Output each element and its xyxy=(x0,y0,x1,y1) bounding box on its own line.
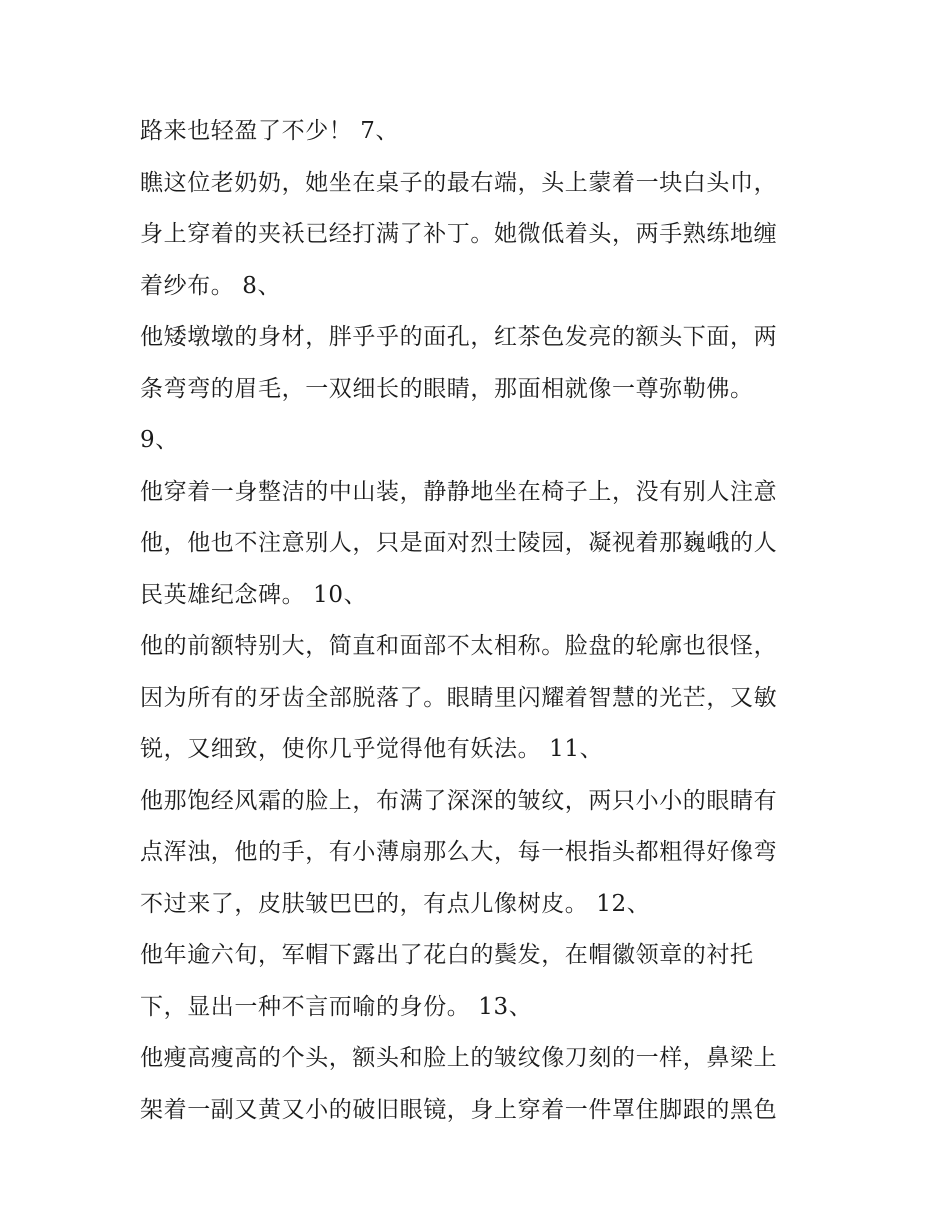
text-line: 他矮墩墩的身材，胖乎乎的面孔，红茶色发亮的额头下面，两 xyxy=(140,324,778,350)
text-line: 条弯弯的眉毛，一双细长的眼睛，那面相就像一尊弥勒佛。 xyxy=(140,375,754,402)
text-line: 身上穿着的夹袄已经打满了补丁。她微低着头，两手熟练地缠 xyxy=(140,221,778,247)
text-line: 瞧这位老奶奶，她坐在桌子的最右端，头上蒙着一块白头巾， xyxy=(140,169,778,196)
text-line: 锐，又细致，使你几乎觉得他有妖法。 11、 xyxy=(140,736,604,762)
text-line: 着纱布。 8、 xyxy=(140,272,282,299)
body-text xyxy=(140,106,830,1136)
text-line: 他年逾六旬，军帽下露出了花白的鬓发，在帽徽领章的衬托 xyxy=(140,942,754,968)
text-line: 9、 xyxy=(140,427,179,453)
text-line: 架着一副又黄又小的破旧眼镜，身上穿着一件罩住脚跟的黑色 xyxy=(140,1096,778,1123)
text-line: 他的前额特别大，简直和面部不太相称。脸盘的轮廓也很怪， xyxy=(140,633,778,659)
text-line: 点浑浊，他的手，有小薄扇那么大，每一根指头都粗得好像弯 xyxy=(140,839,778,865)
text-line: 他穿着一身整洁的中山装，静静地坐在椅子上，没有别人注意 xyxy=(140,478,778,505)
text-line: 民英雄纪念碑。 10、 xyxy=(140,581,368,608)
text-line: 因为所有的牙齿全部脱落了。眼睛里闪耀着智慧的光芒，又敏 xyxy=(140,684,778,711)
text-line: 他，他也不注意别人，只是面对烈士陵园，凝视着那巍峨的人 xyxy=(140,530,778,556)
text-line: 下，显出一种不言而喻的身份。 13、 xyxy=(140,993,533,1020)
text-line: 路来也轻盈了不少！ 7、 xyxy=(140,118,400,144)
text-line: 他瘦高瘦高的个头，额头和脸上的皱纹像刀刻的一样，鼻梁上 xyxy=(140,1045,778,1071)
text-line: 他那饱经风霜的脸上，布满了深深的皱纹，两只小小的眼睛有 xyxy=(140,787,778,814)
text-line: 不过来了，皮肤皱巴巴的，有点儿像树皮。 12、 xyxy=(140,890,651,917)
